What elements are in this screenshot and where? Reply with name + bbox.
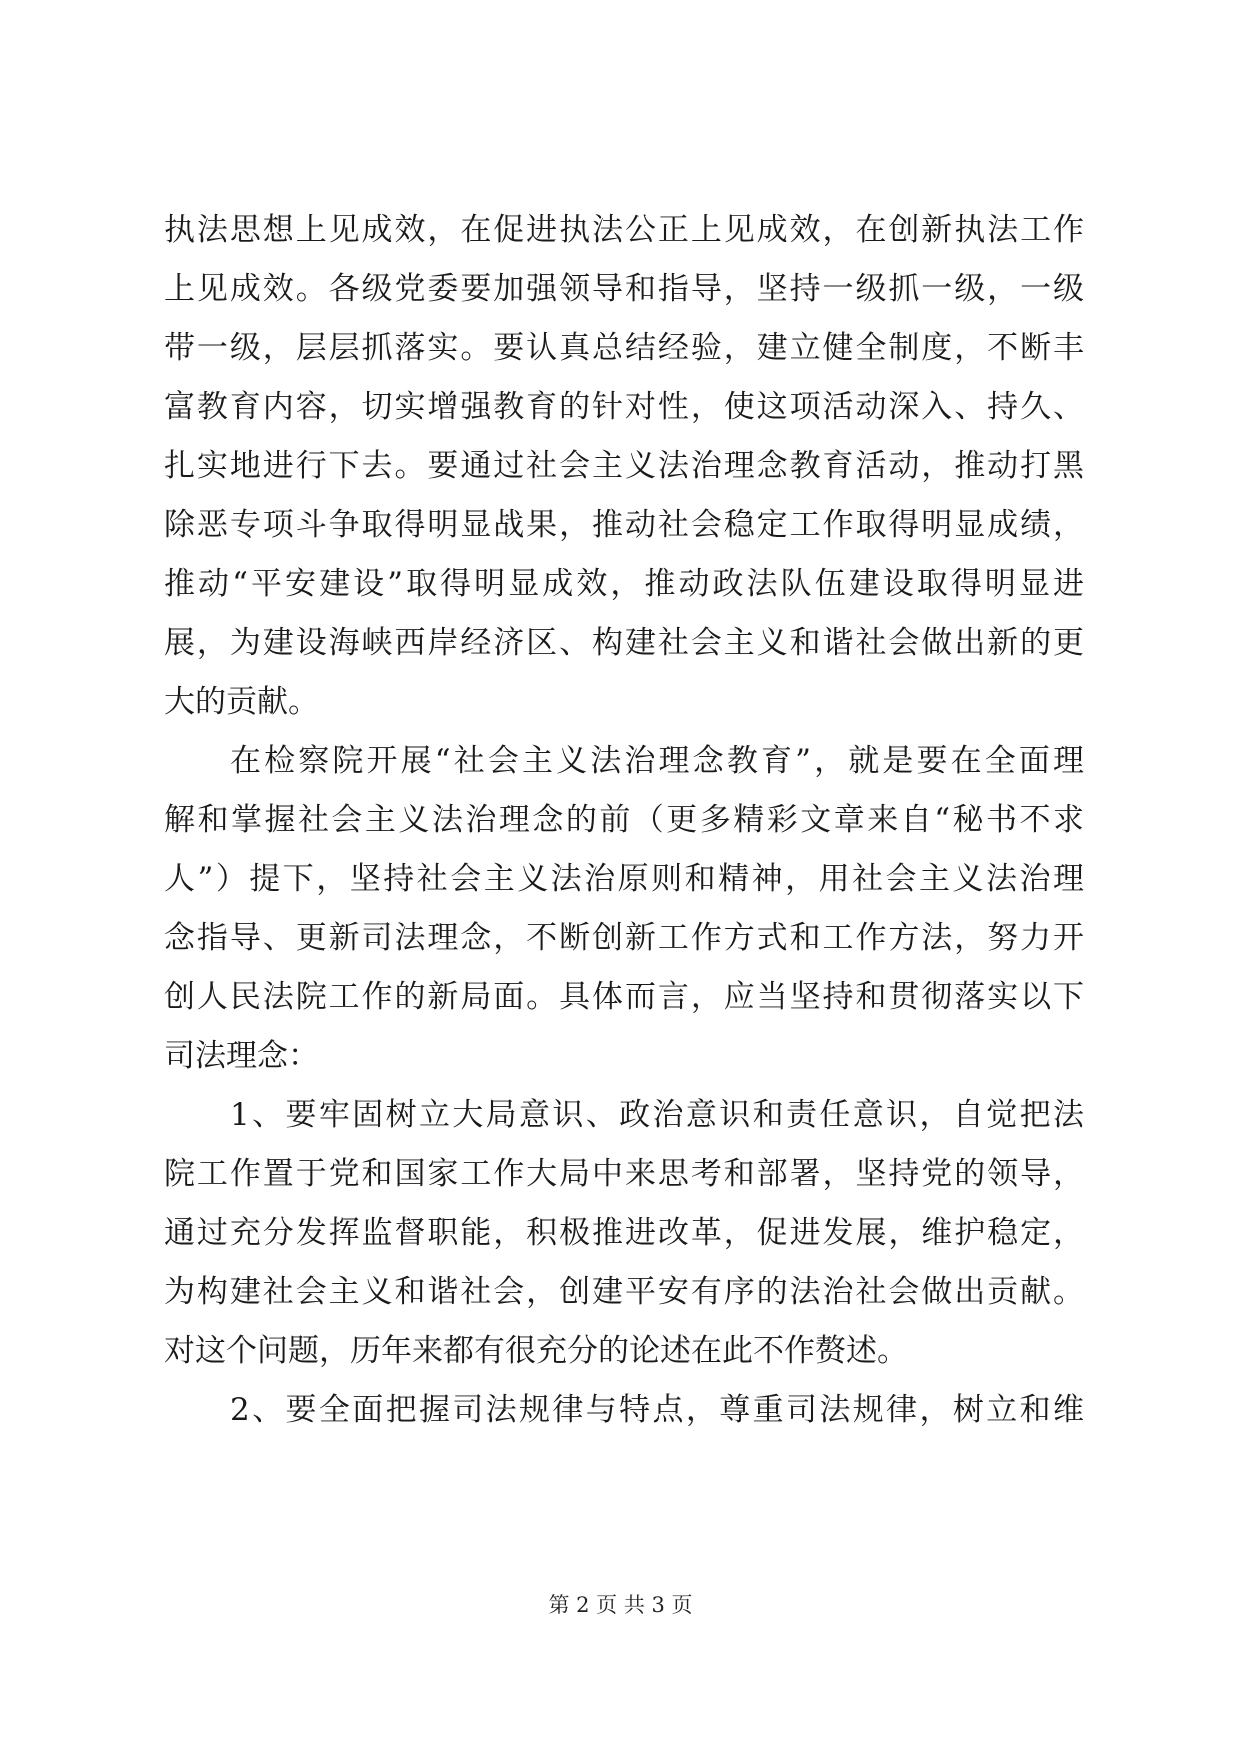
text-line-13: 念指导、更新司法理念，不断创新工作方式和工作方法，努力开 (164, 920, 1084, 956)
text-line-21: 2、要全面把握司法规律与特点，尊重司法规律，树立和维 (230, 1392, 1084, 1428)
text-line-10: 在检察院开展“社会主义法治理念教育”，就是要在全面理 (230, 743, 1084, 779)
text-line-5: 扎实地进行下去。要通过社会主义法治理念教育活动，推动打黑 (164, 448, 1084, 484)
text-line-4: 富教育内容，切实增强教育的针对性，使这项活动深入、持久、 (164, 389, 1084, 425)
text-line-16: 1、要牢固树立大局意识、政治意识和责任意识，自觉把法 (230, 1097, 1084, 1133)
text-line-11: 解和掌握社会主义法治理念的前（更多精彩文章来自“秘书不求 (164, 802, 1084, 838)
text-line-12: 人”）提下，坚持社会主义法治原则和精神，用社会主义法治理 (164, 861, 1084, 897)
page-number-footer: 第 2 页 共 3 页 (548, 1593, 693, 1617)
text-line-14: 创人民法院工作的新局面。具体而言，应当坚持和贯彻落实以下 (164, 979, 1084, 1015)
text-line-9: 大的贡献。 (164, 684, 319, 720)
text-line-15: 司法理念： (164, 1038, 319, 1074)
text-line-17: 院工作置于党和国家工作大局中来思考和部署，坚持党的领导， (164, 1156, 1084, 1192)
text-line-7: 推动“平安建设”取得明显成效，推动政法队伍建设取得明显进 (164, 566, 1084, 602)
text-line-2: 上见成效。各级党委要加强领导和指导，坚持一级抓一级，一级 (164, 271, 1084, 307)
text-line-8: 展，为建设海峡西岸经济区、构建社会主义和谐社会做出新的更 (164, 625, 1084, 661)
text-line-6: 除恶专项斗争取得明显战果，推动社会稳定工作取得明显成绩， (164, 507, 1084, 543)
text-line-20: 对这个问题，历年来都有很充分的论述在此不作赘述。 (164, 1333, 908, 1369)
text-line-19: 为构建社会主义和谐社会，创建平安有序的法治社会做出贡献。 (164, 1274, 1084, 1310)
text-line-3: 带一级，层层抓落实。要认真总结经验，建立健全制度，不断丰 (164, 330, 1084, 366)
text-line-1: 执法思想上见成效，在促进执法公正上见成效，在创新执法工作 (164, 212, 1084, 248)
text-line-18: 通过充分发挥监督职能，积极推进改革，促进发展，维护稳定， (164, 1215, 1084, 1251)
